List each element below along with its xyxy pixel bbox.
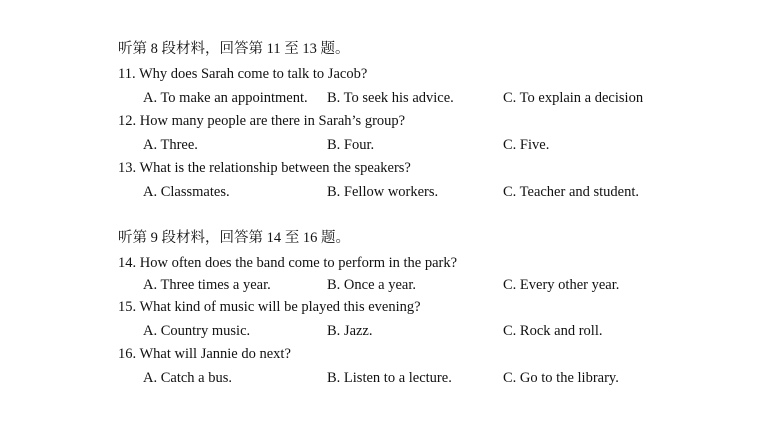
option-b-14: B. Once a year.	[327, 277, 416, 293]
question-stem-14: 14. How often does the band come to perform in the park?	[118, 255, 458, 271]
option-b-11: B. To seek his advice.	[327, 90, 454, 106]
option-b-13: B. Fellow workers.	[327, 184, 439, 200]
question-stem-12: 12. How many people are there in Sarah’s group?	[118, 113, 406, 129]
option-a-15: A. Country music.	[143, 323, 251, 339]
option-c-15: C. Rock and roll.	[503, 323, 603, 339]
option-a-16: A. Catch a bus.	[143, 370, 232, 386]
option-a-13: A. Classmates.	[143, 184, 230, 200]
option-c-11: C. To explain a decision	[503, 90, 644, 106]
question-stem-13: 13. What is the relationship between the speakers?	[118, 160, 411, 176]
option-a-11: A. To make an appointment.	[143, 90, 308, 106]
section-heading: 听第 9 段材料，回答第 14 至 16 题。	[118, 230, 350, 246]
option-a-12: A. Three.	[143, 137, 198, 153]
option-b-12: B. Four.	[327, 137, 375, 153]
question-stem-16: 16. What will Jannie do next?	[118, 346, 291, 362]
option-c-13: C. Teacher and student.	[503, 184, 640, 200]
option-b-15: B. Jazz.	[327, 323, 373, 339]
option-a-14: A. Three times a year.	[143, 277, 271, 293]
option-c-12: C. Five.	[503, 137, 550, 153]
option-b-16: B. Listen to a lecture.	[327, 370, 452, 386]
option-c-16: C. Go to the library.	[503, 370, 619, 386]
section-heading: 听第 8 段材料，回答第 11 至 13 题。	[118, 41, 350, 57]
question-stem-15: 15. What kind of music will be played this evening?	[118, 299, 421, 315]
option-c-14: C. Every other year.	[503, 277, 620, 293]
question-stem-11: 11. Why does Sarah come to talk to Jacob?	[118, 66, 368, 82]
